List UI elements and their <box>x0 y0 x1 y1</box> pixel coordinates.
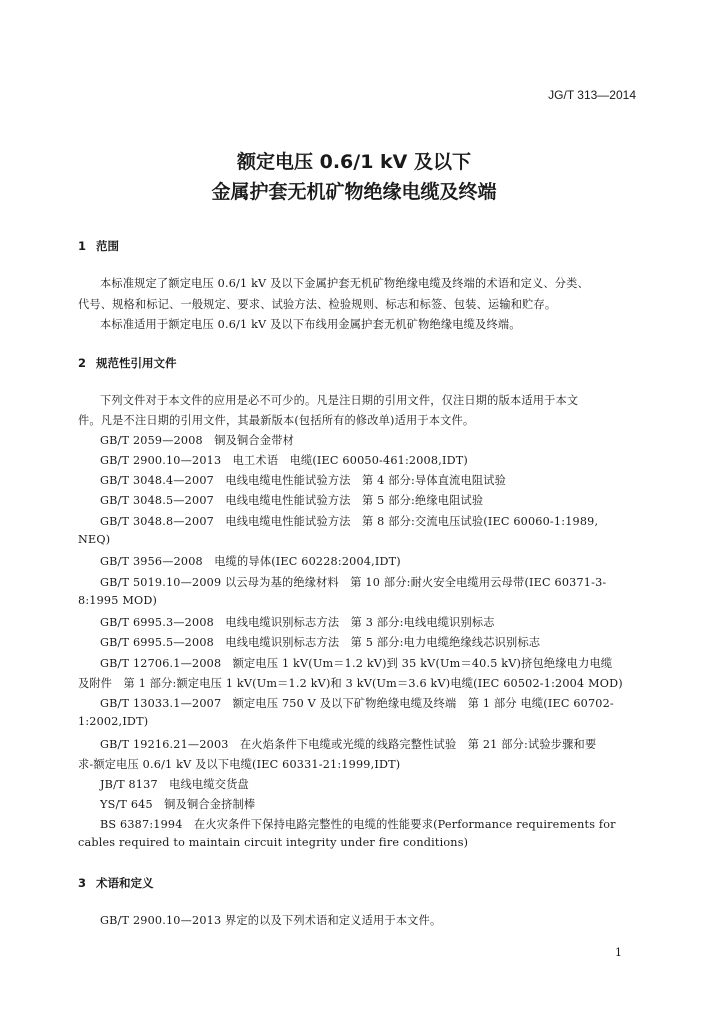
reference-entry: GB/T 3048.8—2007 电线电缆电性能试验方法 第 8 部分:交流电压试验(IEC 60060-1:1989, <box>100 515 599 528</box>
reference-entry-continuation: 求-额定电压 0.6/1 kV 及以下电缆(IEC 60331-21:1999,IDT) <box>78 758 401 771</box>
paragraph-line: 本标准规定了额定电压 0.6/1 kV 及以下金属护套无机矿物绝缘电缆及终端的术语和定义、分类、 <box>100 277 589 290</box>
reference-entry: GB/T 12706.1—2008 额定电压 1 kV(Um＝1.2 kV)到 35 kV(Um＝40.5 kV)挤包绝缘电力电缆 <box>100 657 613 670</box>
reference-entry-continuation: 1:2002,IDT) <box>78 715 149 728</box>
reference-entry: GB/T 3048.4—2007 电线电缆电性能试验方法 第 4 部分:导体直流电阻试验 <box>100 474 507 487</box>
reference-entry: GB/T 3956—2008 电缆的导体(IEC 60228:2004,IDT) <box>100 555 401 568</box>
reference-entry: GB/T 19216.21—2003 在火焰条件下电缆或光缆的线路完整性试验 第 21 部分:试验步骤和要 <box>100 738 597 751</box>
paragraph-line: 件。凡是不注日期的引用文件，其最新版本(包括所有的修改单)适用于本文件。 <box>78 414 475 427</box>
paragraph-line: 本标准适用于额定电压 0.6/1 kV 及以下布线用金属护套无机矿物绝缘电缆及终端。 <box>100 318 521 331</box>
reference-entry: GB/T 6995.3—2008 电线电缆识别标志方法 第 3 部分:电线电缆识别标志 <box>100 616 495 629</box>
paragraph-line: GB/T 2900.10—2013 界定的以及下列术语和定义适用于本文件。 <box>100 914 442 927</box>
reference-entry: GB/T 2900.10—2013 电工术语 电缆(IEC 60050-461:2008,IDT) <box>100 454 468 467</box>
section-number: 3 <box>78 876 87 890</box>
paragraph-line: 下列文件对于本文件的应用是必不可少的。凡是注日期的引用文件，仅注日期的版本适用于本文 <box>100 394 579 407</box>
reference-entry: GB/T 2059—2008 铜及铜合金带材 <box>100 434 294 447</box>
reference-entry-continuation: 8:1995 MOD) <box>78 594 158 607</box>
section-heading-scope <box>78 238 119 254</box>
section-number: 1 <box>78 239 87 253</box>
section-heading-normative-references <box>78 355 177 371</box>
reference-entry: GB/T 3048.5—2007 电线电缆电性能试验方法 第 5 部分:绝缘电阻试验 <box>100 494 484 507</box>
reference-entry-continuation: NEQ) <box>78 533 111 546</box>
section-title: 术语和定义 <box>96 876 154 890</box>
page-number: 1 <box>615 946 622 959</box>
reference-entry: GB/T 6995.5—2008 电线电缆识别标志方法 第 5 部分:电力电缆绝缘线芯识别标志 <box>100 636 541 649</box>
section-number: 2 <box>78 356 87 370</box>
standard-code: JG/T 313—2014 <box>548 88 636 102</box>
document-title-line1: 额定电压 0.6/1 kV 及以下 <box>236 151 471 173</box>
reference-entry: BS 6387:1994 在火灾条件下保持电路完整性的电缆的性能要求(Performance requirements for <box>100 818 616 831</box>
section-title: 范围 <box>96 239 119 253</box>
reference-entry: JB/T 8137 电线电缆交货盘 <box>100 778 249 791</box>
section-title: 规范性引用文件 <box>96 356 177 370</box>
reference-entry: GB/T 5019.10—2009 以云母为基的绝缘材料 第 10 部分:耐火安全电缆用云母带(IEC 60371-3- <box>100 576 607 589</box>
reference-entry-continuation: cables required to maintain circuit integrity under fire conditions) <box>78 836 469 849</box>
reference-entry-continuation: 及附件 第 1 部分:额定电压 1 kV(Um＝1.2 kV)和 3 kV(Um＝3.6 kV)电缆(IEC 60502-1:2004 MOD) <box>78 677 623 690</box>
document-title-line2: 金属护套无机矿物绝缘电缆及终端 <box>211 181 497 203</box>
section-heading-terms <box>78 875 154 891</box>
reference-entry: YS/T 645 铜及铜合金挤制棒 <box>100 798 256 811</box>
reference-entry: GB/T 13033.1—2007 额定电压 750 V 及以下矿物绝缘电缆及终端 第 1 部分 电缆(IEC 60702- <box>100 697 614 710</box>
paragraph-line: 代号、规格和标记、一般规定、要求、试验方法、检验规则、标志和标签、包装、运输和贮存。 <box>78 298 557 311</box>
